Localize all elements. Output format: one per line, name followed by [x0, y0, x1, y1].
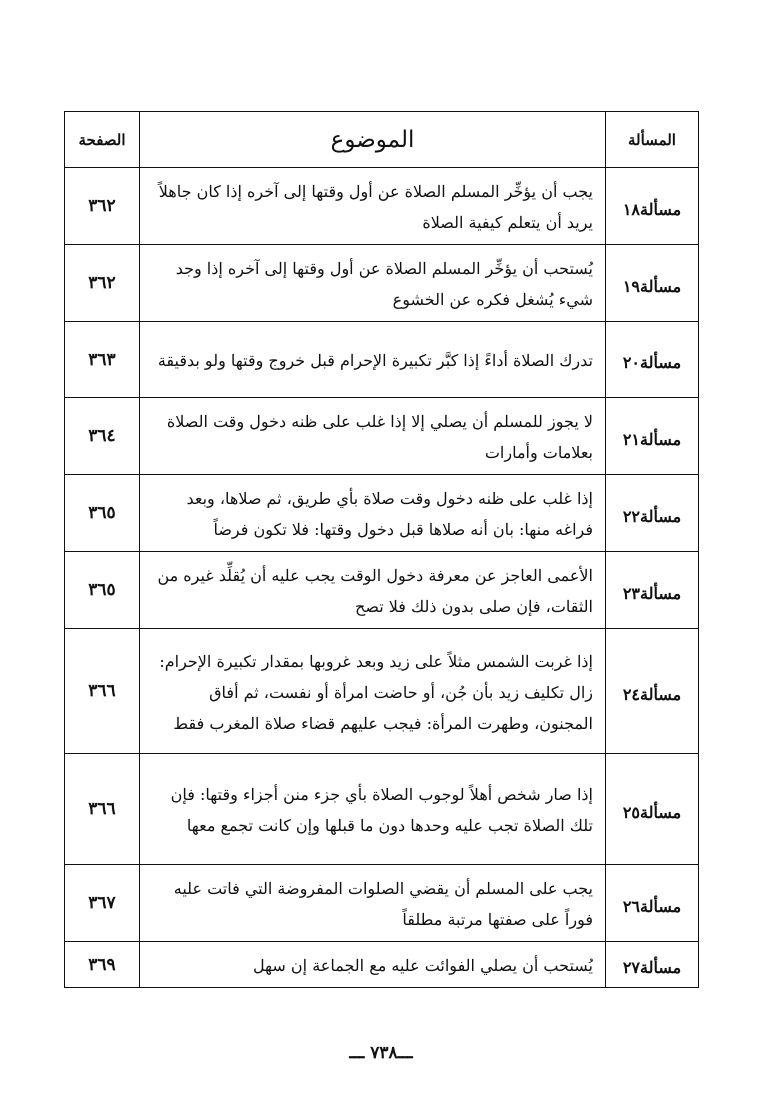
page-number: ـــ٧٣٨ ـــ	[349, 1043, 413, 1063]
issue-cell: مسألة٢٦	[606, 865, 699, 942]
page-cell: ٣٦٦	[65, 754, 140, 865]
issue-cell: مسألة٢٧	[606, 942, 699, 988]
page-cell: ٣٦٦	[65, 629, 140, 754]
topic-cell: إذا غلب على ظنه دخول وقت صلاة بأي طريق، ثم صلاها، وبعد فراغه منها: بان أنه صلاها قبل دخول وقتها: فلا تكون فرضاً	[140, 475, 606, 552]
issue-cell: مسألة٢٢	[606, 475, 699, 552]
table-row	[65, 629, 699, 754]
topic-cell: يجب أن يؤخِّر المسلم الصلاة عن أول وقتها إلى آخره إذا كان جاهلاً يريد أن يتعلم كيفية الصلاة	[140, 168, 606, 245]
issue-cell: مسألة١٨	[606, 168, 699, 245]
page-cell: ٣٦٣	[65, 322, 140, 398]
table-row	[65, 552, 699, 629]
table-row	[65, 168, 699, 245]
issue-cell: مسألة٢٤	[606, 629, 699, 754]
table-row	[65, 942, 699, 988]
topic-cell: يُستحب أن يؤخِّر المسلم الصلاة عن أول وقتها إلى آخره إذا وجد شيء يُشغل فكره عن الخشوع	[140, 245, 606, 322]
table-row	[65, 245, 699, 322]
page-cell: ٣٦٤	[65, 398, 140, 475]
issue-cell: مسألة٢٣	[606, 552, 699, 629]
table-row	[65, 322, 699, 398]
page-cell: ٣٦٥	[65, 475, 140, 552]
page-cell: ٣٦٢	[65, 245, 140, 322]
page-cell: ٣٦٩	[65, 942, 140, 988]
topic-cell: يُستحب أن يصلي الفوائت عليه مع الجماعة إن سهل	[140, 942, 606, 988]
table-row	[65, 865, 699, 942]
topic-cell: لا يجوز للمسلم أن يصلي إلا إذا غلب على ظنه دخول وقت الصلاة بعلامات وأمارات	[140, 398, 606, 475]
issue-cell: مسألة٢٥	[606, 754, 699, 865]
table-header-row	[65, 112, 699, 168]
table-body	[65, 168, 699, 988]
issue-column-header: المسألة	[606, 112, 699, 168]
page-cell: ٣٦٧	[65, 865, 140, 942]
issue-cell: مسألة٢٠	[606, 322, 699, 398]
topic-cell: إذا غربت الشمس مثلاً على زيد وبعد غروبها بمقدار تكبيرة الإحرام: زال تكليف زيد بأن جُن، أو حاضت امرأة أو نفست، ثم أفاق المجنون، وطهرت المرأة: فيجب عليهم قضاء صلاة المغرب فقط	[140, 629, 606, 754]
table-row	[65, 475, 699, 552]
topic-cell: إذا صار شخص أهلاً لوجوب الصلاة بأي جزء منن أجزاء وقتها: فإن تلك الصلاة تجب عليه وحدها دون ما قبلها وإن كانت تجمع معها	[140, 754, 606, 865]
issue-cell: مسألة١٩	[606, 245, 699, 322]
page-column-header: الصفحة	[65, 112, 140, 168]
topic-cell: يجب على المسلم أن يقضي الصلوات المفروضة التي فاتت عليه فوراً على صفتها مرتبة مطلقاً	[140, 865, 606, 942]
topic-column-header: الموضوع	[140, 112, 606, 168]
page-cell: ٣٦٥	[65, 552, 140, 629]
table-row	[65, 398, 699, 475]
page-cell: ٣٦٢	[65, 168, 140, 245]
contents-table	[64, 111, 699, 988]
issue-cell: مسألة٢١	[606, 398, 699, 475]
table-row	[65, 754, 699, 865]
topic-cell: الأعمى العاجز عن معرفة دخول الوقت يجب عليه أن يُقلِّد غيره من الثقات، فإن صلى بدون ذلك فلا تصح	[140, 552, 606, 629]
topic-cell: تدرك الصلاة أداءً إذا كبَّر تكبيرة الإحرام قبل خروج وقتها ولو بدقيقة	[140, 322, 606, 398]
